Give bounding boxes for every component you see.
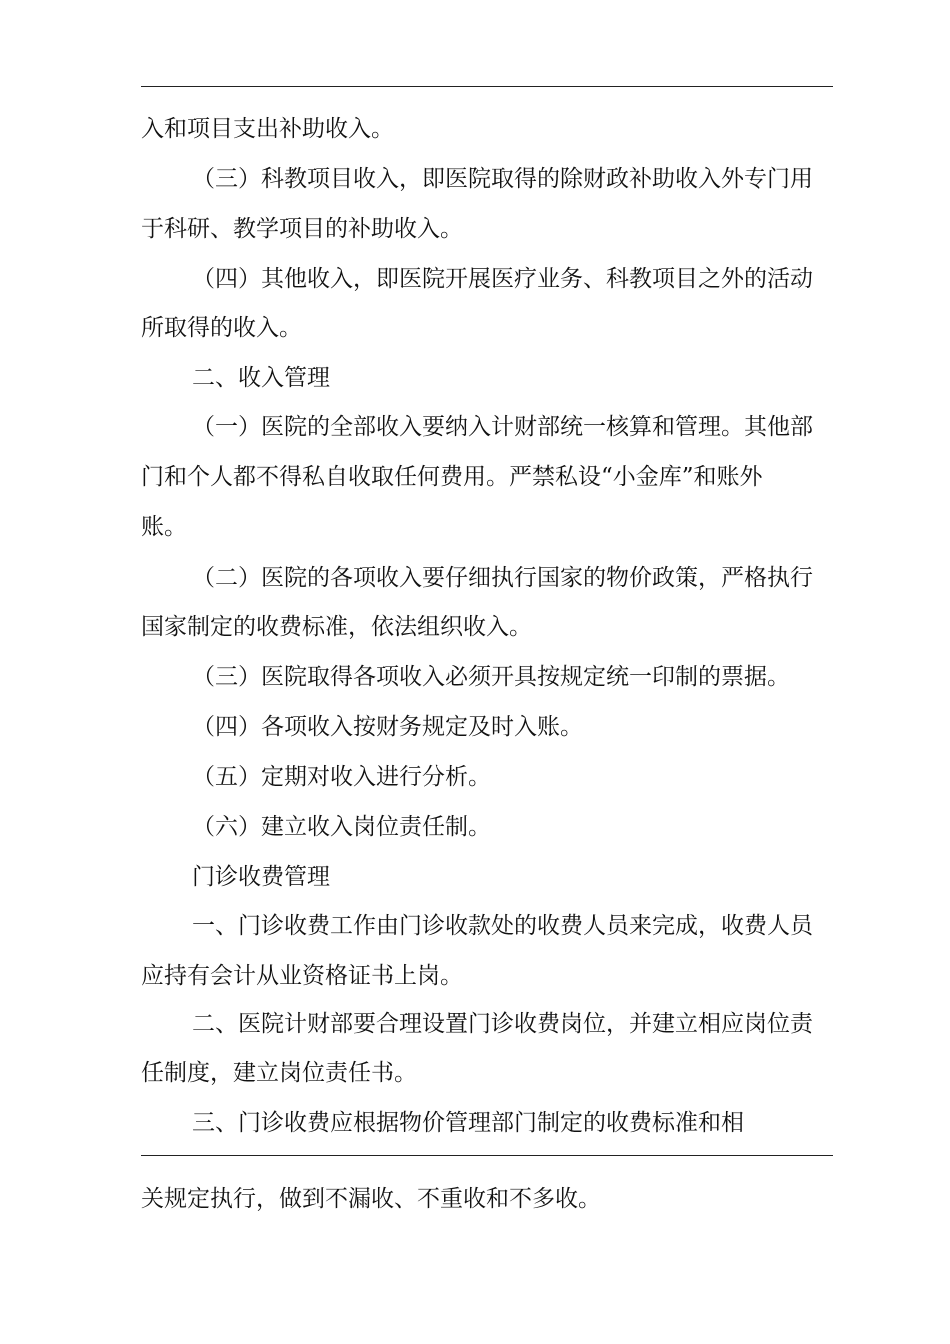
text-line: （一）医院的全部收入要纳入计财部统一核算和管理。其他部 bbox=[192, 414, 813, 440]
footer-rule bbox=[141, 1155, 833, 1156]
text-line: 应持有会计从业资格证书上岗。 bbox=[141, 963, 463, 989]
text-line: 三、门诊收费应根据物价管理部门制定的收费标准和相 bbox=[192, 1110, 744, 1136]
text-line: 账。 bbox=[141, 514, 187, 540]
text-line: 一、门诊收费工作由门诊收款处的收费人员来完成，收费人员 bbox=[192, 913, 813, 939]
text-line: （四）其他收入，即医院开展医疗业务、科教项目之外的活动 bbox=[192, 266, 813, 292]
text-line: 任制度，建立岗位责任书。 bbox=[141, 1060, 417, 1086]
text-line: 所取得的收入。 bbox=[141, 315, 302, 341]
text-line: （三）科教项目收入，即医院取得的除财政补助收入外专门用 bbox=[192, 166, 813, 192]
section-heading: 门诊收费管理 bbox=[192, 864, 330, 890]
text-line: （二）医院的各项收入要仔细执行国家的物价政策，严格执行 bbox=[192, 565, 813, 591]
continuation-line: 关规定执行，做到不漏收、不重收和不多收。 bbox=[141, 1186, 601, 1212]
text-line: 于科研、教学项目的补助收入。 bbox=[141, 216, 463, 242]
text-line: （六）建立收入岗位责任制。 bbox=[192, 814, 491, 840]
text-line: 入和项目支出补助收入。 bbox=[141, 116, 394, 142]
section-heading: 二、收入管理 bbox=[192, 365, 330, 391]
text-line: （五）定期对收入进行分析。 bbox=[192, 764, 491, 790]
text-line: （四）各项收入按财务规定及时入账。 bbox=[192, 714, 583, 740]
header-rule bbox=[141, 86, 833, 87]
text-line: 门和个人都不得私自收取任何费用。严禁私设“小金库”和账外 bbox=[141, 464, 763, 490]
text-line: 二、医院计财部要合理设置门诊收费岗位，并建立相应岗位责 bbox=[192, 1011, 813, 1037]
text-line: （三）医院取得各项收入必须开具按规定统一印制的票据。 bbox=[192, 664, 790, 690]
text-line: 国家制定的收费标准，依法组织收入。 bbox=[141, 614, 532, 640]
